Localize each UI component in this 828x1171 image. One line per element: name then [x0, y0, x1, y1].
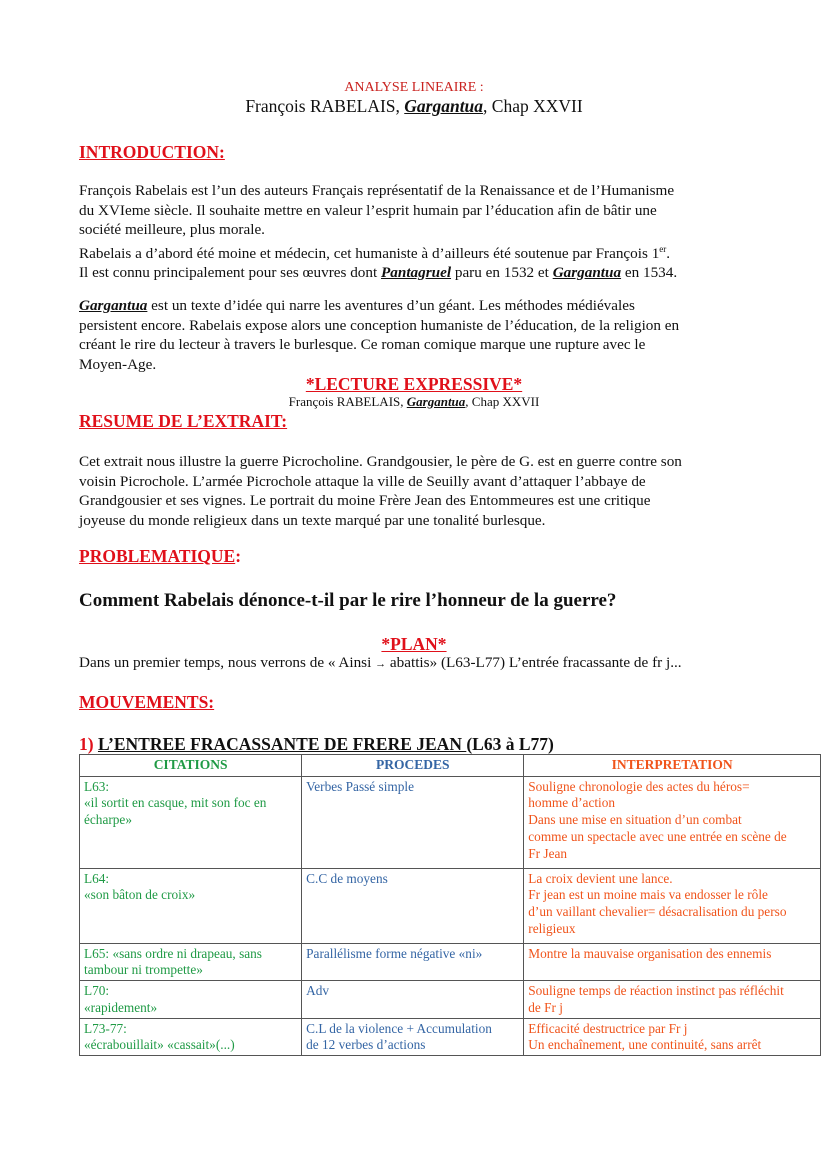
arrow-right-icon: →	[375, 658, 387, 670]
text-span: .	[666, 244, 671, 262]
problematique-heading-text: PROBLEMATIQUE	[79, 546, 236, 566]
title-work: Gargantua	[404, 96, 484, 116]
work-title: Pantagruel	[381, 264, 452, 282]
cell-line: Un enchaînement, une continuité, sans arrêt	[528, 1037, 762, 1053]
cell-line: «il sortit en casque, mit son foc en	[84, 795, 267, 811]
cell-interpretation	[524, 776, 821, 868]
cell-citation	[80, 981, 302, 1018]
cell-citation	[80, 868, 302, 943]
text-span: Rabelais a d’abord été moine et médecin, cet humaniste à d’ailleurs été soutenue par François 1	[79, 244, 660, 262]
cell-line: «son bâton de croix»	[84, 887, 196, 903]
text-line: créant le rire du lecteur à travers le burlesque. Ce roman comique marque une rupture avec le	[79, 336, 646, 353]
text-line: voisin Picrochole. L’armée Picrochole attaque la ville de Seuilly avant d’attaquer l’abbaye de	[79, 472, 646, 490]
cell-citation	[80, 1018, 302, 1055]
cell-interpretation	[524, 868, 821, 943]
table-header-row	[80, 755, 821, 777]
cell-line: Fr jean est un moine mais va endosser le rôle	[528, 887, 768, 903]
cell-line: L64:	[84, 870, 110, 886]
cell-procede	[302, 981, 524, 1018]
text-line: joyeuse du monde religieux dans un texte marqué par une tonalité burlesque.	[79, 511, 546, 529]
analysis-table	[79, 754, 821, 1056]
problematique-question: Comment Rabelais dénonce-t-il par le rire l’honneur de la guerre?	[79, 590, 617, 611]
text-line	[79, 296, 759, 316]
cell-line: de Fr j	[528, 999, 563, 1015]
header-procedes: PROCEDES	[302, 755, 524, 777]
cell-line: L73-77:	[84, 1020, 127, 1036]
cell-procede	[302, 776, 524, 868]
doc-label: ANALYSE LINEAIRE :	[344, 80, 484, 95]
cell-line: Souligne temps de réaction instinct pas réfléchit	[528, 983, 784, 999]
table-row	[80, 943, 821, 980]
cell-line: comme un spectacle avec une entrée en scène de	[528, 828, 787, 844]
table-row	[80, 776, 821, 868]
lecture-chapter: , Chap XXVII	[465, 394, 540, 409]
cell-line: Souligne chronologie des actes du héros=	[528, 778, 750, 794]
text-line: société meilleure, plus morale.	[79, 221, 265, 238]
header-citations: CITATIONS	[80, 755, 302, 777]
lecture-subtitle	[79, 394, 749, 410]
text-span: en 1534.	[621, 264, 678, 282]
text-line: persistent encore. Rabelais expose alors une conception humaniste de l’éducation, de la religion en	[79, 316, 680, 334]
cell-interpretation	[524, 981, 821, 1018]
text-line: François Rabelais est l’un des auteurs Français représentatif de la Renaissance et de l’Humanisme	[79, 182, 675, 199]
text-span: Dans un premier temps, nous verrons de « Ainsi	[79, 654, 376, 671]
cell-procede	[302, 868, 524, 943]
movement-1-title	[79, 734, 554, 755]
lecture-heading: *LECTURE EXPRESSIVE*	[305, 374, 523, 394]
introduction-paragraph-1	[79, 181, 759, 283]
superscript: er	[659, 243, 667, 254]
text-line	[79, 240, 759, 264]
introduction-heading: INTRODUCTION:	[79, 142, 225, 162]
cell-citation	[80, 776, 302, 868]
cell-line: Montre la mauvaise organisation des ennemis	[528, 945, 772, 961]
problematique-heading	[79, 546, 241, 567]
table-row	[80, 868, 821, 943]
introduction-paragraph-2	[79, 296, 759, 374]
cell-line: La croix devient une lance.	[528, 870, 673, 886]
work-title: Gargantua	[79, 297, 148, 314]
cell-interpretation	[524, 1018, 821, 1055]
cell-line: «rapidement»	[84, 999, 158, 1015]
cell-line: d’un vaillant chevalier= désacralisation du perso	[528, 904, 787, 920]
cell-line: C.C de moyens	[306, 870, 388, 886]
movement-range: (L63 à L77)	[466, 734, 554, 754]
cell-line: «écrabouillait» «cassait»(...)	[84, 1037, 235, 1053]
text-span: Il est connu principalement pour ses œuvres dont	[79, 264, 381, 282]
text-line	[79, 263, 759, 283]
cell-line: Parallélisme forme négative «ni»	[306, 945, 483, 961]
doc-title	[79, 96, 749, 117]
text-line: Grandgousier et ses vignes. Le portrait du moine Frère Jean des Entommeures est une critique	[79, 492, 651, 509]
lecture-author: François RABELAIS,	[288, 394, 407, 409]
cell-line: L65: «sans ordre ni drapeau, sans	[84, 945, 262, 961]
text-span: est un texte d’idée qui narre les aventures d’un géant. Les méthodes médiévales	[147, 297, 635, 314]
table-row	[80, 981, 821, 1018]
text-line: Moyen-Age.	[79, 355, 157, 373]
cell-citation	[80, 943, 302, 980]
table-row	[80, 1018, 821, 1055]
resume-paragraph	[79, 452, 759, 530]
cell-line: C.L de la violence + Accumulation	[306, 1020, 492, 1036]
cell-line: de 12 verbes d’actions	[306, 1037, 426, 1053]
cell-line: Efficacité destructrice par Fr j	[528, 1020, 688, 1036]
text-span: abattis» (L63-L77) L’entrée fracassante de fr j...	[386, 654, 682, 671]
cell-procede	[302, 1018, 524, 1055]
plan-heading: *PLAN*	[381, 634, 447, 654]
cell-procede	[302, 943, 524, 980]
resume-heading: RESUME DE L’EXTRAIT:	[79, 411, 288, 431]
plan-text	[79, 654, 682, 672]
cell-line: Dans une mise en situation d’un combat	[528, 812, 742, 828]
text-span: paru en 1532 et	[451, 264, 553, 282]
lecture-work: Gargantua	[406, 394, 466, 409]
problematique-colon: :	[235, 546, 242, 566]
mouvements-heading: MOUVEMENTS:	[79, 692, 215, 712]
movement-number: 1)	[79, 734, 98, 754]
cell-line: Verbes Passé simple	[306, 778, 414, 794]
title-chapter: , Chap XXVII	[483, 96, 583, 116]
cell-interpretation	[524, 943, 821, 980]
work-title: Gargantua	[552, 264, 622, 282]
cell-line: religieux	[528, 920, 576, 936]
cell-line: homme d’action	[528, 795, 616, 811]
title-author: François RABELAIS,	[245, 96, 405, 116]
cell-line: Adv	[306, 983, 330, 999]
movement-title: L’ENTREE FRACASSANTE DE FRERE JEAN	[97, 734, 467, 754]
text-line: du XVIeme siècle. Il souhaite mettre en valeur l’esprit humain par l’éducation afin de bâtir une	[79, 201, 657, 219]
cell-line: écharpe»	[84, 812, 132, 828]
cell-line: tambour ni trompette»	[84, 962, 203, 978]
cell-line: L63:	[84, 778, 110, 794]
header-interpretation: INTERPRETATION	[524, 755, 821, 777]
cell-line: Fr Jean	[528, 845, 568, 861]
cell-line: L70:	[84, 983, 110, 999]
text-line: Cet extrait nous illustre la guerre Picrocholine. Grandgousier, le père de G. est en guerre contre son	[79, 453, 682, 470]
